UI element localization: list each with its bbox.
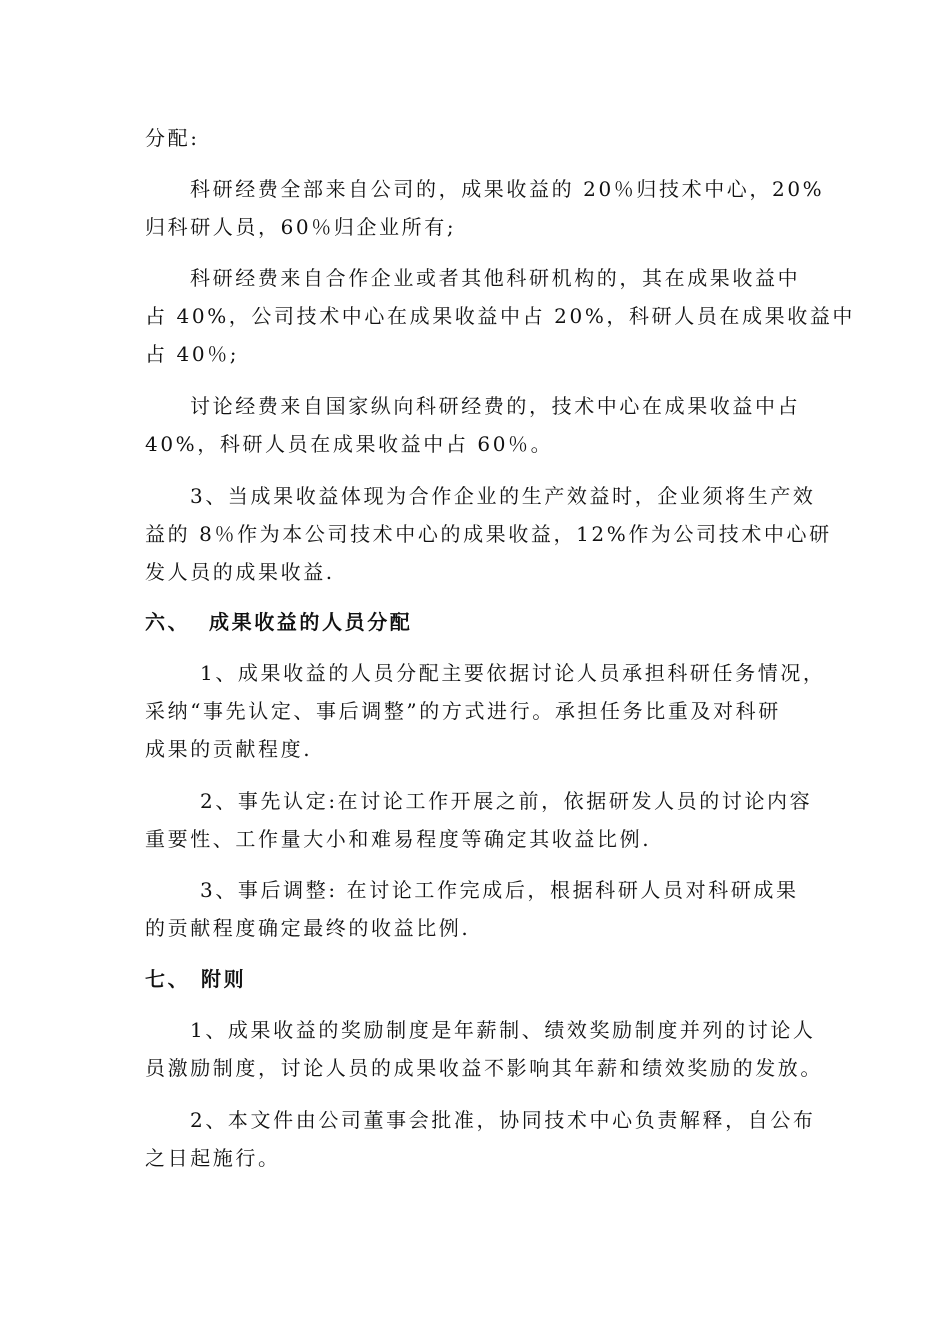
paragraph-line: 发人员的成果收益. <box>145 560 335 584</box>
section-number: 七、 <box>145 967 191 991</box>
paragraph-line: 2、事先认定:在讨论工作开展之前，依据研发人员的讨论内容 <box>200 789 813 813</box>
paragraph-line: 益的 8％作为本公司技术中心的成果收益，12%作为公司技术中心研 <box>145 522 832 546</box>
lead-text: 分配: <box>145 126 200 150</box>
paragraph-line: 的贡献程度确定最终的收益比例. <box>145 916 471 940</box>
section-heading <box>145 965 246 993</box>
paragraph-line: 占 40％; <box>145 342 240 366</box>
section-title: 附则 <box>201 967 247 991</box>
paragraph-line: 讨论经费来自国家纵向科研经费的，技术中心在成果收益中占 <box>190 394 801 418</box>
paragraph-line: 归科研人员，60％归企业所有; <box>145 215 457 239</box>
paragraph-line: 之日起施行。 <box>145 1146 281 1170</box>
paragraph-line: 占 40%，公司技术中心在成果收益中占 20%，科研人员在成果收益中 <box>145 304 856 328</box>
paragraph-line: 3、当成果收益体现为合作企业的生产效益时，企业须将生产效 <box>190 484 816 508</box>
paragraph-line: 科研经费全部来自公司的，成果收益的 20％归技术中心，20% <box>190 177 825 201</box>
paragraph-line: 采纳“事先认定、事后调整”的方式进行。承担任务比重及对科研 <box>145 699 781 723</box>
section-number: 六、 <box>145 610 191 634</box>
section-heading <box>145 608 412 636</box>
paragraph-line: 40%，科研人员在成果收益中占 60％。 <box>145 432 554 456</box>
paragraph-line: 1、成果收益的奖励制度是年薪制、绩效奖励制度并列的讨论人 <box>190 1018 816 1042</box>
paragraph-line: 重要性、工作量大小和难易程度等确定其收益比例. <box>145 827 652 851</box>
section-title: 成果收益的人员分配 <box>209 610 413 634</box>
paragraph-line: 成果的贡献程度. <box>145 737 313 761</box>
paragraph-line: 员激励制度，讨论人员的成果收益不影响其年薪和绩效奖励的发放。 <box>145 1056 823 1080</box>
paragraph-line: 1、成果收益的人员分配主要依据讨论人员承担科研任务情况， <box>200 661 826 685</box>
paragraph-line: 2、本文件由公司董事会批准，协同技术中心负责解释，自公布 <box>190 1108 816 1132</box>
paragraph-line: 3、事后调整: 在讨论工作完成后，根据科研人员对科研成果 <box>200 878 799 902</box>
paragraph-line: 科研经费来自合作企业或者其他科研机构的，其在成果收益中 <box>190 266 801 290</box>
